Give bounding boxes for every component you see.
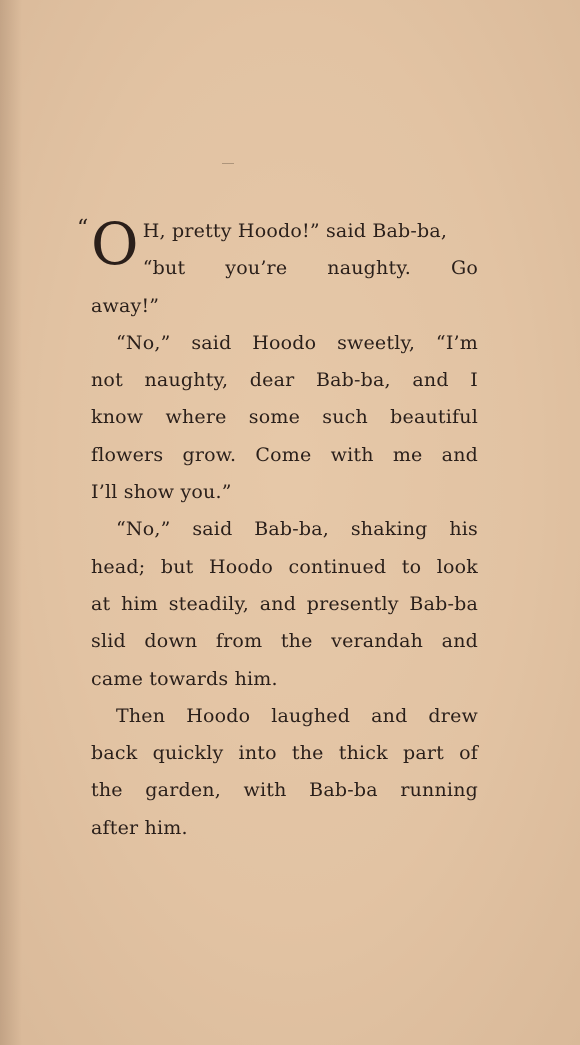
paragraph-2-line-1: “No,” said Hoodo sweetly, “I’m [116,331,478,354]
paragraph-4-line-1: Then Hoodo laughed and drew [116,704,478,727]
page-edge-shadow [0,0,22,1045]
drop-cap-letter: O [91,210,139,278]
paragraph-2-line-5: I’ll show you.” [91,481,232,504]
paragraph-2-line-4: flowers grow. Come with me and [91,443,478,466]
story-text [77,210,478,847]
paragraph-1-line-3: away!” [91,294,160,317]
paragraph-3-line-3: at him steadily, and presently Bab-ba [91,592,478,615]
paragraph-4 [91,698,478,847]
paragraph-3-line-5: came towards him. [91,667,278,690]
opening-quote-mark: “ [77,216,89,241]
paragraph-2 [91,325,478,511]
paragraph-1-line-2: “but you’re naughty. Go [142,257,478,280]
paragraph-3-line-2: head; but Hoodo continued to look [91,555,478,578]
paragraph-1 [77,210,478,325]
paragraph-3-line-1: “No,” said Bab-ba, shaking his [116,518,478,541]
paragraph-4-line-4: after him. [91,816,188,839]
paragraph-4-line-3: the garden, with Bab-ba running [91,779,478,802]
paragraph-1-line-1: H, pretty Hoodo!” said Bab-ba, [142,220,448,242]
paragraph-4-line-2: back quickly into the thick part of [91,742,478,765]
paragraph-3 [91,511,478,697]
paragraph-3-line-4: slid down from the verandah and [91,630,478,653]
page-mark [222,163,234,164]
paragraph-2-line-2: not naughty, dear Bab-ba, and I [91,369,478,392]
paragraph-2-line-3: know where some such beautiful [91,406,478,429]
